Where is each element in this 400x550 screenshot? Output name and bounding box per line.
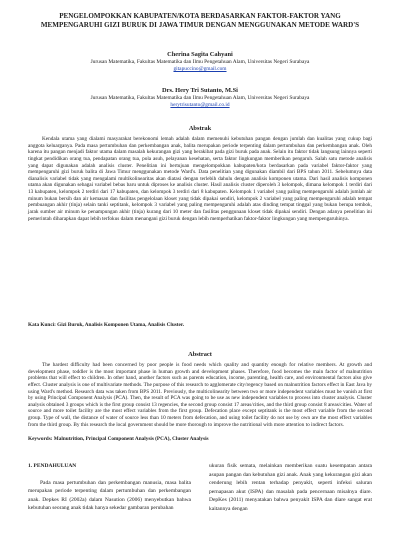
section-heading: 1. PENDAHULUAN xyxy=(28,463,77,469)
paper-title: PENGELOMPOKKAN KABUPATEN/KOTA BERDASARKAN FAKTOR-FAKTOR YANG MEMPENGARUHI GIZI BURUK DI JAWA TIMUR DENGAN MENGGUNAKAN METODE WARD'S xyxy=(40,12,360,30)
abstract-heading: Abstract xyxy=(188,351,212,358)
keywords: Keywords: Malnutrition, Principal Component Analysis (PCA), Cluster Analysis xyxy=(28,436,209,442)
abstract-body: The hardest difficulty had been concerned by poor people is food needs which quality and quantity enough for relative members. At growth and development phase, toddler is the most important phase in human growth and development phases. Therefore, food becomes the main factor of malnutrition problems that will effect to children. In other hand, another factors such as parents education, income, parenting, health care, and environmental factors also give effect. Cluster analysis is one of multivariate methods. The purpose of this research to agglomerate city/regency based on malnutrition factors effect in East Java by using Ward's method. Research data was taken from BPS 2011. Previously, the multicolinearity between two or more independent variables must be vanish at first by using Principal Component Analysis (PCA). Then, the result of PCA was going to be use as new independent variables to process into cluster analysis. Cluster analysis obtained 3 groups which is the first group consist 13 regencies, the second group consist 17 areas/cities, and the third group consist 8 areas/cities. Water of source and more toilet facility are the most effect variables from the first group. Defecation place except septitank is the most effect variable from the second group. Type of wall, the distance of water of source less than 10 meters from defecation, and using toilet facility do not use by own are the most effect variables from the third group. By this research the local government should be more thorough to improve the nutritional with more attention to indirect factors. xyxy=(28,362,372,428)
author-block-2 xyxy=(28,87,372,109)
abstrak-heading: Abstrak xyxy=(188,125,212,132)
abstrak-text xyxy=(28,136,372,222)
kata-kunci: Kata Kunci: Gizi Buruk, Analisis Komponen Utama, Analisis Cluster. xyxy=(28,322,185,328)
author-name: Cherina Sagita Cahyani xyxy=(167,51,233,58)
author-affiliation: Jurusan Matematika, Fakultas Matematika dan Ilmu Pengetahuan Alam, Universitas Negeri Surabaya xyxy=(90,95,310,101)
author-affiliation: Jurusan Matematika, Fakultas Matematika dan Ilmu Pengetahuan Alam, Universitas Negeri Surabaya xyxy=(90,59,310,65)
right-column xyxy=(209,462,372,514)
intro-paragraph-left: Pada masa pertumbuhan dan perkembangan manusia, masa balita merupakan periode terpenting dalam pertumbuhan dan perkembangan anak. Depkes RI (2002a) dalam Nasution (2006) menyebutkan bahwa kebutuhan seorang anak tidak hanya sekedar gambaran perubahan xyxy=(28,479,191,512)
author-name: Drs. Hery Tri Sutanto, M.Si xyxy=(162,87,238,94)
intro-paragraph-right: ukuran fisik semata, melainkan memberikan suatu kesempatan antara asupan pangan dan kebutuhan gizi anak. Anak yang kekurangan gizi akan cenderung lebih rentan terhadap penyakit, seperti infeksi saluran pernapasan akut (ISPA) dan masalah pada pencernaan misalnya diare. DepKes (2011) menyatakan bahwa penyakit ISPA dan diare sangat erat kaitannya dengan xyxy=(209,463,372,512)
author-email-link[interactable]: gitapuccino@gmail.com xyxy=(173,66,227,72)
abstrak-body: Kendala utama yang dialami masyarakat berekonomi lemah adalah dalam memenuhi kebutuhan pangan dengan jumlah dan kualitas yang cukup bagi anggota keluarganya. Pada masa pertumbuhan dan perkembangan anak, balita merupakan periode terpenting dalam pertumbuhan dan perkembangan anak. Oleh karena itu pangan menjadi faktor utama dalam masalah kekurangan gizi yang berakibat pada gizi buruk pada anak. Selain itu faktor tidak langsung lainnya seperti tingkat pendidikan orang tua, pendapatan orang tua, pola asuh, pelayanan kesehatan, serta faktor lingkungan memberikan pengaruh. Salah satu metode analisis yang dapat digunakan adalah analisis cluster. Penelitian ini bertujuan mengelompokkan kabupaten/kota berdasarkan pada variabel faktor-faktor yang mempengaruhi gizi buruk balita di Jawa Timur menggunakan metode Ward's. Data penelitian yang digunakan diambil dari BPS tahun 2011. Sebelumnya data dianalisis variabel tidak yang mengalami multikolinearitas akan diatasi dengan terlebih dahulu dengan analisis komponen utama. Dari hasil analisis komponen utama akan digunakan sebagai variabel bebas baru untuk diproses ke analisis cluster. Hasil analisis cluster diperoleh 3 kelompok, dimana kelompok 1 terdiri dari 13 kabupaten, kelompok 2 terdiri dari 17 kabupaten, dan kelompok 3 terdiri dari 8 kabupaten. Kelompok 1 variabel yang paling mempengaruhi adalah jumlah air minum bukan bersih dan air kemasan dan fasilitas pengelolaan kloset yang tidak dipakai sendiri, kelompok 2 variabel yang paling mempengaruhi adalah tempat pembuangan akhir (tinja) selain tanki septitank, kelompok 3 variabel yang paling mempengaruhi adalah atas dinding tempat tinggal yang bukan berupa tembok, jarak sumber air minum ke penampungan akhir (tinja) kurang dari 10 meter dan fasilitas penggunaan kloset tidak dipakai sendiri. Dengan adanya penelitian ini pemerintah diharapkan dapat lebih terfokus dalam menangani gizi buruk dengan lebih memperhatikan faktor-faktor lingkungan yang mempengaruhinya. xyxy=(28,136,372,222)
abstract-text xyxy=(28,362,372,428)
left-column xyxy=(28,462,191,513)
author-email-link[interactable]: herytrisutanto@gmail.co.id xyxy=(170,102,230,108)
author-block-1 xyxy=(28,51,372,73)
